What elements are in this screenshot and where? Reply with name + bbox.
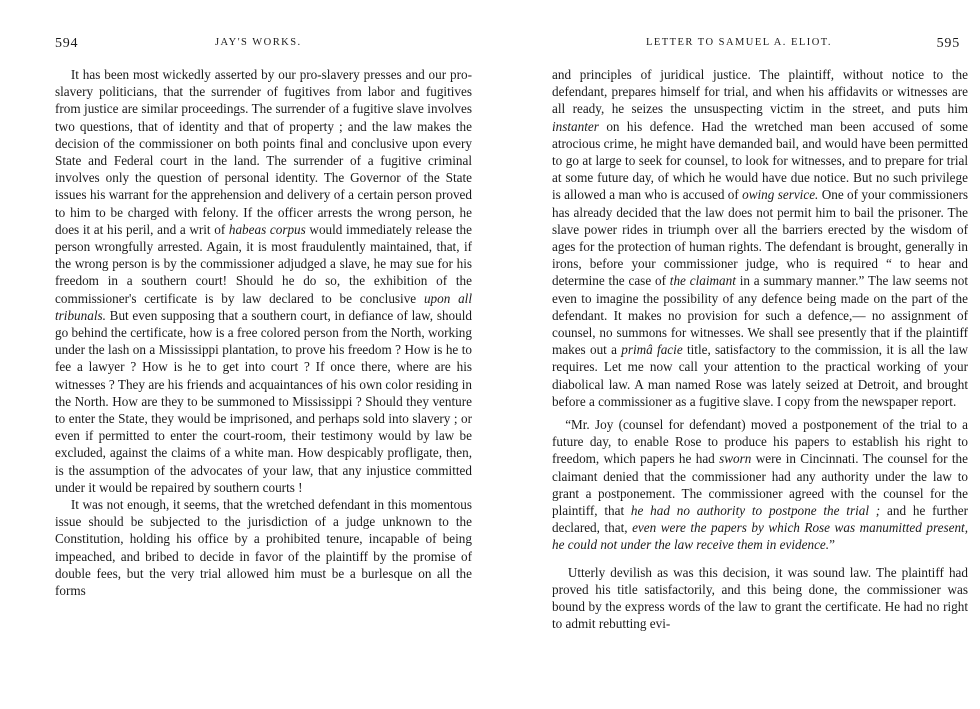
text-run: on his defence. Had the wretched man been accused of some atrocious crime, he might have demanded bail, and would have been permitted to go at large to seek for counsel, to look for witnesses, and to prepare for trial at some future day, of which he would have due notice. But no such privilege is allowed a man who is accused of: [552, 118, 968, 203]
right-running-head: LETTER TO SAMUEL A. ELIOT.: [646, 37, 832, 48]
italic-run: primâ facie: [621, 342, 683, 358]
left-page-number: 594: [55, 36, 79, 51]
left-paragraph-2: It was not enough, it seems, that the wretched defendant in this momentous issue should be subjected to the jurisdiction of a judge unknown to the Constitution, holding his office by a prohibited tenure, incapable of being impeached, and bribed to decide in favor of the plaintiff by the promise of double fees, but the very trial allowed him must be a burlesque on all the forms: [55, 497, 472, 599]
left-page-header: [55, 36, 472, 58]
text-run: and principles of juridical justice. The plaintiff, without notice to the defendant, prepares himself for trial, and when his affidavits or witnesses are all ready, he seizes the unsuspecting victim in the street, and puts him: [552, 67, 968, 117]
text-run: One of your commissioners has already decided that the law does not permit him to bail the prisoner. The slave power rides in triumph over all the barriers erected by the wisdom of ages for the protection of human rights. The defendant is brought, generally in irons, before your commissioner judge, who is required “ to hear and determine the case of: [552, 187, 969, 289]
text-run: title, satisfactory to the commission, it is all the law requires. Let me now call your attention to the practical working of your diabolical law. A man named Rose was lately seized at Detroit, and brought before a commissioner as a fugitive slave. I copy from the newspaper report.: [552, 342, 968, 409]
right-page-header: [552, 36, 968, 58]
italic-run: he had no authority to postpone the trial ;: [630, 503, 881, 519]
italic-run: sworn: [719, 451, 752, 467]
italic-run: upon all tribunals.: [55, 290, 473, 323]
italic-run: instanter: [552, 118, 599, 134]
text-run: ”: [829, 537, 835, 553]
text-run: “Mr. Joy (counsel for defendant) moved a postponement of the trial to a future day, to enable Rose to produce his papers to establish his right to freedom, which papers he had: [552, 417, 968, 467]
italic-run: even were the papers by which Rose was manumitted present, he could not under the law receive them in evidence.: [552, 520, 968, 553]
text-run: But even supposing that a southern court, in defiance of law, should go behind the certificate, how is a free colored person from the North, working under the lash on a Mississippi plantation, to prove his freedom ? How is he to fee a lawyer ? How is he to get into court ? If once there, where are his witnesses ? They are his friends and acquaintances of his own color residing in the North. How are they to be summoned to Mississippi ? Should they venture to enter the State, they would be imprisoned, and perhaps sold into slavery ; or even if permitted to enter the court-room, their testimony would by law be excluded, against the claims of a white man. How despicably profligate, then, is the assumption of the advocates of your law, that any injustice committed under it would be repaired by southern courts !: [55, 307, 472, 495]
right-paragraph-2: Utterly devilish as was this decision, it was sound law. The plaintiff had proved his title satisfactorily, and this being done, the commissioner was bound by the express words of the law to grant the certificate. He had no right to admit rebutting evi-: [552, 564, 968, 632]
block-quote: [552, 416, 968, 554]
right-page-body: [552, 66, 968, 633]
text-run: It has been most wickedly asserted by our pro-slavery presses and our pro-slavery politicians, that the surrender of fugitives from labor and fugitives from justice are similar proceedings. The surrender of a fugitive slave involves two questions, that of identity and that of property ; and the law makes the decision of the commissioner on both points final and conclusive upon every State and Federal court in the land. The surrender of a fugitive criminal involves only the question of personal identity. The Governor of the State issues his warrant for the apprehension and delivery of a certain person proved to him to be charged with felony. If the officer arrests the wrong person, he does it at his peril, and a writ of: [55, 67, 472, 237]
quote-paragraph: [552, 416, 968, 554]
italic-run: owing service.: [742, 187, 819, 203]
left-paragraph-1: [55, 66, 472, 496]
right-page: [490, 0, 980, 709]
italic-run: habeas corpus: [228, 221, 306, 237]
text-run: would immediately release the person wrongfully arrested. Again, it is most fraudulently maintained, that, if the wrong person is by the commissioner adjudged a slave, he may sue for his freedom in a southern court! Should he do so, the exhibition of the commissioner's certificate is by law declared to be conclusive: [55, 221, 472, 306]
left-running-head: JAY'S WORKS.: [215, 37, 302, 48]
left-page-body: [55, 66, 472, 599]
text-run: in a summary manner.” The law seems not even to imagine the possibility of any defence being made on the part of the defendant. It makes no provision for such a defence,— no assignment of counsel, no summons for witnesses. We shall see presently that if the plaintiff makes out a: [552, 273, 968, 358]
text-run: were in Cincinnati. The counsel for the claimant denied that the commissioner had any authority under the law to grant a postponement. The commissioner agreed with the counsel for the plaintiff, that: [552, 451, 968, 519]
italic-run: the claimant: [669, 273, 736, 289]
right-paragraph-1: [552, 66, 968, 410]
right-page-number: 595: [936, 36, 960, 51]
text-run: and he further declared, that,: [552, 503, 968, 536]
